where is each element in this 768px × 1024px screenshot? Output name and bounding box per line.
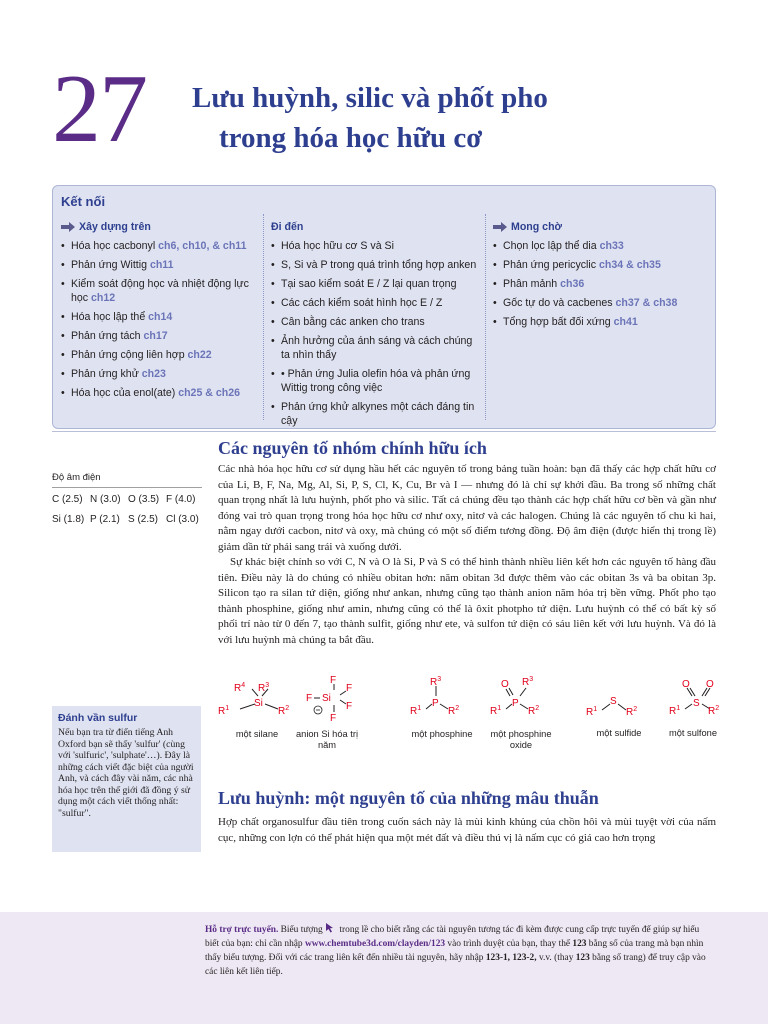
list-item: • Phản ứng khử ch23 <box>61 367 261 381</box>
structure-diagrams <box>218 672 718 734</box>
chapter-number: 27 <box>52 55 146 163</box>
connections-title: Kết nối <box>61 194 106 209</box>
column-divider <box>485 214 486 420</box>
column-divider <box>263 214 264 420</box>
footer-url-link[interactable]: www.chemtube3d.com/clayden/123 <box>304 939 446 949</box>
molecule-label: một sulfone <box>668 728 718 738</box>
atom-label: $R^1$ <box>669 705 681 717</box>
list-arriving-at <box>271 239 481 428</box>
list-item: • Hóa học cacbonyl ch6, ch10, & ch11 <box>61 239 261 253</box>
list-item: • Gốc tự do và cacbenes ch37 & ch38 <box>493 296 703 310</box>
section-heading-sulfur: Lưu huỳnh: một nguyên tố của những mâu thuẫn <box>218 788 599 808</box>
column-heading: Đi đến <box>271 221 304 233</box>
atom-label: O <box>501 679 509 690</box>
atom-label: $R^2$ <box>278 705 290 717</box>
atom-label: $R^3$ <box>430 676 442 688</box>
atom-label: P <box>432 698 439 709</box>
column-arriving-at <box>271 220 481 433</box>
chapter-ref: ch6, ch10, & ch11 <box>158 240 247 252</box>
section-heading-main-group: Các nguyên tố nhóm chính hữu ích <box>218 438 487 458</box>
atom-label: O <box>706 679 714 690</box>
list-item: • Phản ứng cộng liên hợp ch22 <box>61 348 261 362</box>
section-rule <box>52 431 716 432</box>
chapter-ref: ch34 & ch35 <box>599 259 661 271</box>
electronegativity-row-2 <box>52 514 204 525</box>
sidebar-title: Đánh vần sulfur <box>58 712 138 724</box>
atom-label: F <box>306 693 313 704</box>
atom-label: S <box>693 698 700 709</box>
chapter-ref: ch17 <box>143 330 168 342</box>
list-item: • Hóa học hữu cơ S và Si <box>271 239 481 253</box>
chapter-ref: ch12 <box>91 292 116 304</box>
column-heading: Xây dựng trên <box>61 220 261 234</box>
atom-label: $R^1$ <box>586 706 598 718</box>
footer-lead: Hỗ trợ trực tuyến. <box>205 925 279 935</box>
atom-label: Si <box>322 693 331 704</box>
list-item: • S, Si và P trong quá trình tổng hợp anken <box>271 258 481 272</box>
chapter-title-line-2: trong hóa học hữu cơ <box>219 122 483 154</box>
chapter-ref: ch14 <box>148 311 173 323</box>
element-value: Si (1.8) <box>52 514 85 525</box>
list-item: • Hóa học của enol(ate) ch25 & ch26 <box>61 386 261 400</box>
element-value: Cl (3.0) <box>166 514 199 525</box>
chapter-ref: ch37 & ch38 <box>615 297 678 309</box>
element-value: F (4.0) <box>166 494 196 505</box>
list-item: • Cân bằng các anken cho trans <box>271 315 481 329</box>
atom-label: $R^4$ <box>234 682 246 694</box>
chapter-ref: ch11 <box>149 259 174 271</box>
electronegativity-title: Độ âm điện <box>52 472 101 483</box>
element-value: S (2.5) <box>128 514 159 525</box>
atom-label: $R^3$ <box>522 676 534 688</box>
chapter-ref: ch25 & ch26 <box>178 387 241 399</box>
list-item: • • Phản ứng Julia olefin hóa và phản ứng Wittig trong công việc <box>271 367 481 395</box>
chapter-ref: ch22 <box>187 349 212 361</box>
list-item: • Hóa học lập thể ch14 <box>61 310 261 324</box>
paragraph-1: Các nhà hóa học hữu cơ sử dụng hầu hết các nguyên tố trong bảng tuần hoàn: bạn đã thấy các hợp chất hữu cơ của Li, B, F, Na, Mg, Al, Si, P, S, Cl, K, Cu, Br và I — nhưng đó là chỉ sự khởi đầu. Ba trong số những chất quan trọng nhất là lưu huỳnh, phốt pho và silic. Tất cả chúng đều tạo thành các hợp chất hữu cơ bền và gần như đóng vai trò quan trọng trong hóa học hữu cơ như oxy, nitơ và các halogen. Chúng là các nguyên tố chu kì hai, nằm ngay dưới cacbon, nitơ và oxy, mà chúng có một số điểm tương đồng. Độ âm điện (được hiển thị trong lề) giảm dần từ phải sang trái và xuống dưới. <box>218 463 716 553</box>
chapter-title-line-1: Lưu huỳnh, silic và phốt pho <box>192 82 548 114</box>
list-item: • Phản ứng khử alkynes một cách đáng tin cậy <box>271 400 481 428</box>
atom-label: Si <box>254 698 263 709</box>
chapter-ref: ch23 <box>141 368 166 380</box>
list-item: • Chọn lọc lập thể dia ch33 <box>493 239 703 253</box>
column-building-on <box>61 220 261 405</box>
column-looking-forward <box>493 220 703 334</box>
atom-label: $R^2$ <box>528 705 540 717</box>
atom-label: $R^2$ <box>448 705 460 717</box>
list-building-on <box>61 239 261 400</box>
chapter-ref: ch36 <box>560 278 585 290</box>
chapter-title <box>192 78 548 158</box>
mouse-icon <box>325 922 337 933</box>
electronegativity-rule <box>52 487 202 488</box>
element-value: P (2.1) <box>90 514 120 525</box>
molecule-label: một phosphine <box>411 729 473 739</box>
molecule-label: một sulfide <box>596 728 642 738</box>
sidebar-text: Nếu bạn tra từ điển tiếng Anh Oxford bạn sẽ thấy 'sulfur' (cùng với 'sulfuric', 'sulphate'…). Đây là những cách viết đặc biệt của người Anh, và cách đây vài năm, các nhà hóa học trên thế giới đã đồng ý sử dụng một cách viết thống nhất: "sulfur". <box>58 727 194 819</box>
paragraph-2: Sự khác biệt chính so với C, N và O là Si, P và S có thể hình thành nhiều liên kết hơn các nguyên tố hàng đầu tiên. Điều này là do chúng có nhiều obitan hơn: năm obitan 3d được thêm vào các obitan 3s và ba obitan 3p. Silicon tạo ra silan tứ diện, giống như ankan, nhưng cũng tạo thành anion năm hóa trị bền vững. Phốt pho tạo thành phosphine, giống như amin, nhưng cũng có thể là ôxit photpho tứ diện. Lưu huỳnh có thể có bất kỳ số phối trí nào từ 0 đến 7, tạo thành sulfit, giống như ete, và sulfon tứ diện có sáu liên kết với lưu huỳnh. Và đó là với lưu huỳnh mà chúng ta bắt đầu. <box>218 556 716 646</box>
list-item: • Phản ứng tách ch17 <box>61 329 261 343</box>
column-heading: Mong chờ <box>493 220 703 234</box>
list-item: • Phân mảnh ch36 <box>493 277 703 291</box>
atom-labels <box>218 675 719 724</box>
arrow-right-icon <box>493 222 507 232</box>
connections-box <box>52 185 716 429</box>
atom-label: F <box>330 713 337 724</box>
atom-label: $R^1$ <box>410 705 422 717</box>
list-item: • Ảnh hưởng của ánh sáng và cách chúng ta nhìn thấy <box>271 334 481 362</box>
element-value: N (3.0) <box>90 494 121 505</box>
list-item: • Tổng hợp bất đối xứng ch41 <box>493 315 703 329</box>
list-item: • Phản ứng Wittig ch11 <box>61 258 261 272</box>
atom-label: P <box>512 698 519 709</box>
paragraph-3: Hợp chất organosulfur đầu tiên trong cuốn sách này là mùi kinh khủng của chồn hôi và mùi tuyệt vời của nấm cục, những con lợn có thể phát hiện qua một mét đất và điều thú vị là nấm cục có giá cao hơn trọng <box>218 816 716 844</box>
element-value: C (2.5) <box>52 494 83 505</box>
list-item: • Phản ứng pericyclic ch34 & ch35 <box>493 258 703 272</box>
list-item: • Tại sao kiểm soát E / Z lại quan trọng <box>271 277 481 291</box>
atom-label: F <box>346 701 353 712</box>
list-looking-forward <box>493 239 703 329</box>
chapter-ref: ch33 <box>599 240 624 252</box>
atom-label: $R^1$ <box>218 705 230 717</box>
molecule-label: một phosphine oxide <box>490 729 552 750</box>
electronegativity-row-1 <box>52 494 204 505</box>
atom-label: $R^1$ <box>490 705 502 717</box>
sidebar-note <box>52 706 201 852</box>
element-value: O (3.5) <box>128 494 160 505</box>
atom-label: S <box>610 696 617 707</box>
footer-text: Hỗ trợ trực tuyến. Biểu tượng trong lề cho biết rằng các tài nguyên tương tác đi kèm được cung cấp trực tuyến để giúp sự hiểu biết của bạn: chỉ cần nhập www.chemtube3d.com/clayden/123 vào trình duyệt của bạn, thay thế 123 bằng số của trang mà bạn nhìn thấy biểu tượng. Đối với các trang liên kết đến nhiều tài nguyên, hãy nhập 123-1, 123-2, v.v. (thay 123 bằng số trang) để truy cập vào các liên kết liên tiếp. <box>205 922 715 979</box>
list-item: • Các cách kiểm soát hình học E / Z <box>271 296 481 310</box>
molecule-label: một silane <box>235 729 279 739</box>
arrow-right-icon <box>61 222 75 232</box>
list-item: • Kiểm soát động học và nhiệt động lực học ch12 <box>61 277 261 305</box>
molecule-label: anion Si hóa trị năm <box>295 729 359 750</box>
atom-label: O <box>682 679 690 690</box>
atom-label: F <box>346 683 353 694</box>
chapter-ref: ch41 <box>613 316 638 328</box>
atom-label: F <box>330 675 337 686</box>
atom-label: $R^2$ <box>626 706 638 718</box>
atom-label: $R^3$ <box>258 682 270 694</box>
atom-label: $R^2$ <box>708 705 720 717</box>
